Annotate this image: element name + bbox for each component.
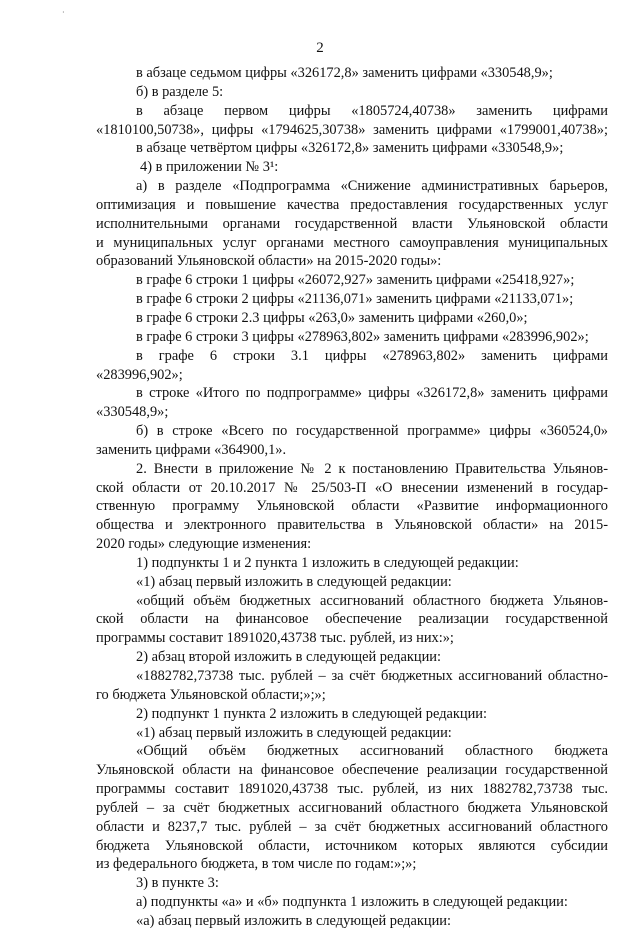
document-line: «а) абзац первый изложить в следующей редакции: — [136, 912, 451, 929]
document-line: 2. Внести в приложение № 2 к постановлению Правительства Ульянов- — [136, 460, 608, 477]
document-line: образований Ульяновской области» на 2015-2020 годы»: — [96, 253, 442, 270]
document-line: «Общий объём бюджетных ассигнований областного бюджета — [136, 743, 608, 760]
document-body — [96, 64, 608, 931]
document-line: в графе 6 строки 3.1 цифры «278963,802» заменить цифрами — [136, 347, 608, 364]
document-line: общества и электронного правительства в Ульяновской области» на 2015- — [96, 517, 608, 534]
document-line: оптимизация и повышение качества предоставления государственных услуг — [96, 196, 608, 213]
document-line: и муниципальных услуг органами местного самоуправления муниципальных — [96, 234, 608, 251]
document-line: Ульяновской области на финансовое обеспечение реализации государственной — [96, 762, 608, 779]
document-line: рублей – за счёт бюджетных ассигнований областного бюджета Ульяновской — [96, 799, 608, 816]
document-line: «283996,902»; — [96, 366, 183, 383]
document-line: программы составит 1891020,43738 тыс. рублей, из них 1882782,73738 тыс. — [96, 781, 608, 798]
document-line: бюджета Ульяновской области, источником которых являются субсидии — [96, 837, 608, 854]
document-line: «330548,9»; — [96, 404, 169, 421]
document-line: «1882782,73738 тыс. рублей – за счёт бюджетных ассигнований областно- — [136, 668, 608, 684]
document-line: из федерального бюджета, в том числе по годам:»;»; — [96, 856, 417, 873]
document-line: в абзаце первом цифры «1805724,40738» заменить цифрами — [136, 102, 608, 119]
document-line: программы составит 1891020,43738 тыс. рублей, из них:»; — [96, 630, 454, 647]
document-line: в строке «Итого по подпрограмме» цифры «326172,8» заменить цифрами — [136, 385, 608, 402]
document-line: 2020 годы» следующие изменения: — [96, 536, 312, 553]
document-line: «1810100,50738», цифры «1794625,30738» заменить цифрами «1799001,40738»; — [96, 121, 608, 138]
document-line: исполнительными органами государственной власти Ульяновской области — [96, 215, 608, 232]
document-line: 2) абзац второй изложить в следующей редакции: — [136, 649, 441, 666]
document-line: «1) абзац первый изложить в следующей редакции: — [136, 573, 452, 590]
document-line: области и 8237,7 тыс. рублей – за счёт бюджетных ассигнований областного — [96, 818, 608, 835]
document-line: «общий объём бюджетных ассигнований областного бюджета Ульянов- — [136, 592, 608, 609]
document-line: 1) подпункты 1 и 2 пункта 1 изложить в следующей редакции: — [136, 554, 519, 571]
document-line: а) подпункты «а» и «б» подпункта 1 изложить в следующей редакции: — [136, 894, 568, 911]
document-line: го бюджета Ульяновской области;»;»; — [96, 686, 326, 703]
scan-corner-mark: · — [62, 8, 65, 17]
document-line: в графе 6 строки 3 цифры «278963,802» заменить цифрами «283996,902»; — [136, 328, 589, 345]
document-line: а) в разделе «Подпрограмма «Снижение административных барьеров, — [136, 178, 608, 195]
document-line: в абзаце седьмом цифры «326172,8» заменить цифрами «330548,9»; — [136, 65, 553, 81]
document-line: в абзаце четвёртом цифры «326172,8» заменить цифрами «330548,9»; — [136, 140, 564, 157]
document-line: ской области от 20.10.2017 № 25/503-П «О внесении изменений в государ- — [96, 479, 608, 496]
document-line: ской области на финансовое обеспечение реализации государственной — [96, 611, 608, 628]
document-line: заменить цифрами «364900,1». — [96, 441, 287, 458]
page-number: 2 — [316, 40, 324, 56]
document-line: ственную программу Ульяновской области «Развитие информационного — [96, 498, 608, 515]
document-line: в графе 6 строки 2 цифры «21136,071» заменить цифрами «21133,071»; — [136, 291, 574, 308]
document-line: «1) абзац первый изложить в следующей редакции: — [136, 724, 452, 741]
document-line: 4) в приложении № 3¹: — [140, 159, 279, 176]
document-line: б) в разделе 5: — [136, 83, 224, 100]
document-line: б) в строке «Всего по государственной программе» цифры «360524,0» — [136, 423, 608, 440]
document-line: в графе 6 строки 2.3 цифры «263,0» заменить цифрами «260,0»; — [136, 309, 528, 326]
document-line: в графе 6 строки 1 цифры «26072,927» заменить цифрами «25418,927»; — [136, 272, 575, 289]
document-line: 2) подпункт 1 пункта 2 изложить в следующей редакции: — [136, 705, 487, 722]
document-line: 3) в пункте 3: — [136, 875, 219, 892]
